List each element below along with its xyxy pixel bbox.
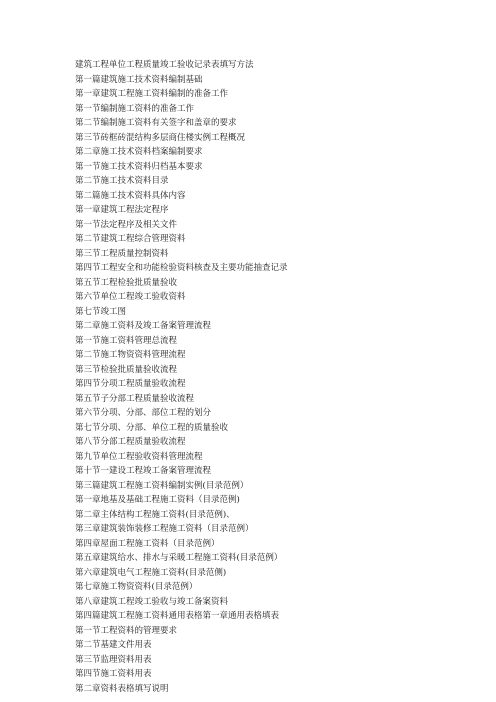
toc-entry: 第六节单位工程竣工验收资料 (75, 292, 186, 302)
toc-entry: 第五节子分部工程质量验收流程 (75, 393, 195, 404)
toc-entry: 第七章施工物资资料(目录范例） (75, 582, 198, 592)
toc-entry: 第一节法定程序及相关文件 (75, 219, 178, 230)
toc-entry: 第一节施工技术资料归档基本要求 (75, 161, 203, 172)
toc-entry: 第二节编制施工资料有关签字和盖章的要求 (75, 118, 237, 128)
toc-entry: 第三篇建筑工程施工资料编制实例(目录范例） (75, 480, 249, 491)
toc-entry: 第二章施工技术资料档案编制要求 (75, 147, 203, 157)
toc-entry: 第四篇建筑工程施工资料通用表格第一章通用表格填表 (75, 611, 280, 621)
toc-entry: 第二节建筑工程综合管理资料 (75, 234, 186, 244)
toc-entry: 第四节施工资料用表 (75, 669, 152, 679)
toc-entry: 第五节工程检验批质量验收 (75, 277, 178, 288)
toc-entry: 第六节分项、分部、部位工程的划分 (75, 408, 212, 418)
toc-entry: 第七节分项、分部、单位工程的质量验收 (75, 422, 229, 433)
toc-entry: 第一节施工资料管理总流程 (75, 335, 178, 346)
table-of-contents (75, 58, 475, 696)
toc-entry: 第一章建筑工程法定程序 (75, 205, 169, 215)
toc-entry: 第一章建筑工程施工资料编制的准备工作 (75, 89, 229, 99)
toc-entry: 第五章建筑给水、排水与采暖工程施工资料(目录范例） (75, 553, 283, 563)
toc-entry: 第二节施工技术资料目录 (75, 176, 169, 186)
toc-entry: 第三节工程质量控制资料 (75, 248, 169, 259)
toc-entry: 第二章资料表格填写说明 (75, 683, 169, 694)
toc-entry: 第四节分项工程质量验收流程 (75, 379, 186, 389)
toc-entry: 第一篇建筑施工技术资料编制基础 (75, 74, 203, 85)
toc-entry: 第一节工程资料的管理要求 (75, 625, 178, 636)
toc-entry: 第二章施工资料及竣工备案管理流程 (75, 321, 212, 331)
toc-entry: 第三章建筑装饰装修工程施工资料（目录范例） (75, 524, 254, 534)
toc-entry: 第一章地基及基础工程施工资料（目录范例) (75, 495, 240, 505)
toc-entry: 第四节工程安全和功能检验资料核查及主要功能抽查记录 (75, 263, 288, 273)
toc-entry: 第一节编制施工资料的准备工作 (75, 103, 195, 114)
toc-entry: 第二篇施工技术资料具体内容 (75, 190, 186, 201)
toc-entry: 第三节监理资料用表 (75, 654, 152, 665)
toc-entry: 第七节竣工图 (75, 306, 127, 317)
toc-entry: 第四章屋面工程施工资料（目录范例） (75, 538, 220, 549)
toc-entry: 第三节检验批质量验收流程 (75, 364, 178, 375)
toc-entry: 第九节单位工程验收资料管理流程 (75, 451, 203, 462)
toc-entry: 第十节一建设工程竣工备案管理流程 (75, 466, 212, 476)
toc-entry: 第八章建筑工程竣工验收与竣工备案资料 (75, 596, 229, 607)
document-title: 建筑工程单位工程质量竣工验收记录表填写方法 (75, 60, 254, 70)
toc-entry: 第六章建筑电气工程施工资料(目录范侧) (75, 567, 227, 578)
toc-entry: 第二节施工物资资料管理流程 (75, 350, 186, 360)
toc-entry: 第二节基建文件用表 (75, 640, 152, 650)
toc-entry: 第八节分部工程质量验收流程 (75, 437, 186, 447)
toc-entry: 第三节砖框砖混结构多层商住楼实例工程概况 (75, 132, 246, 143)
toc-entry: 第二章主体结构工程施工资料(目录范例)、 (75, 509, 235, 520)
